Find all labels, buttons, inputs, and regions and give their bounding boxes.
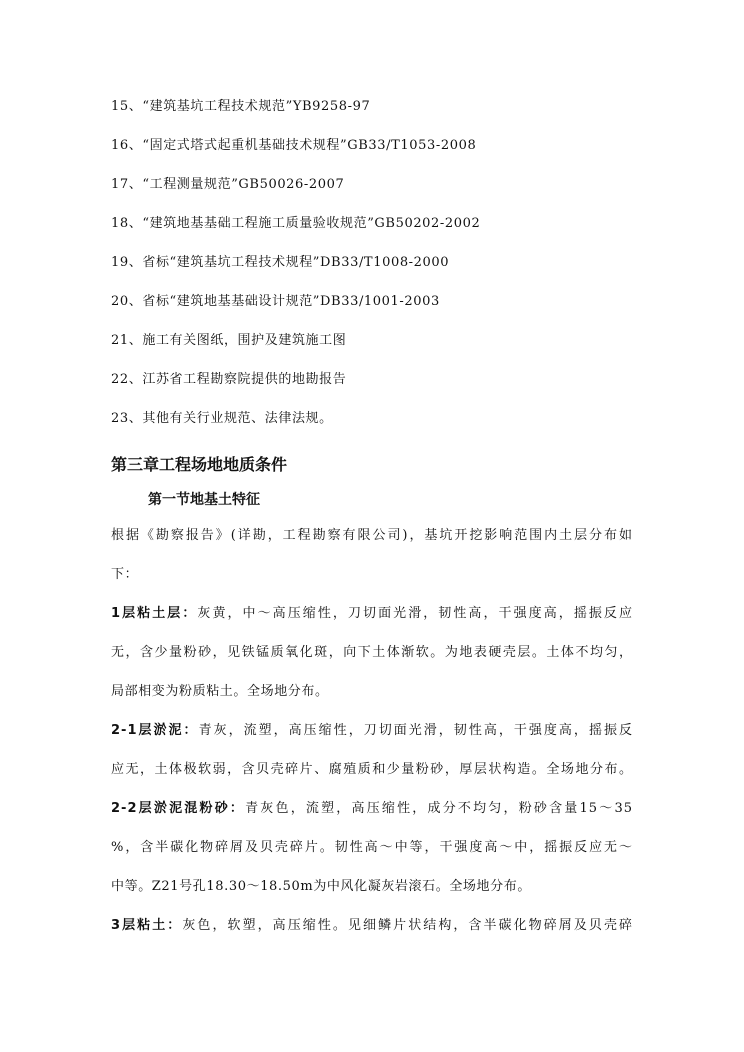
line-text: 青灰色，流塑，高压缩性，成分不均匀，粉砂含量15～35 [245,801,633,816]
text-line [111,801,633,817]
line-text: 灰黄，中～高压缩性，刀切面光滑，韧性高，干强度高，摇振反应 [197,606,633,621]
line-text: 无，含少量粉砂，见铁锰质氧化斑，向下土体渐软。为地表硬壳层。土体不均匀， [111,645,633,660]
layer-label: 1层粘土层： [111,606,198,621]
reference-item: 17、“工程测量规范”GB50026-2007 [111,177,345,192]
text-line [111,606,633,622]
text-line [111,723,633,739]
reference-item: 20、省标“建筑地基基础设计规范”DB33/1001-2003 [111,294,440,309]
reference-item: 22、江苏省工程勘察院提供的地勘报告 [111,372,347,387]
line-text: 灰色，软塑，高压缩性。见细鳞片状结构，含半碳化物碎屑及贝壳碎 [182,918,633,933]
reference-item: 16、“固定式塔式起重机基础技术规程”GB33/T1053-2008 [111,138,477,153]
layer-label: 3层粘土： [111,918,183,933]
layer-label: 2-1层淤泥： [111,723,199,738]
line-text: 根据《勘察报告》(详勘，工程勘察有限公司)，基坑开挖影响范围内土层分布如 [111,528,633,543]
line-text: 青灰，流塑，高压缩性，刀切面光滑，韧性高，干强度高，摇振反 [198,723,633,738]
reference-item: 19、省标“建筑基坑工程技术规程”DB33/T1008-2000 [111,255,450,270]
reference-item: 18、“建筑地基基础工程施工质量验收规范”GB50202-2002 [111,216,481,231]
line-text: %，含半碳化物碎屑及贝壳碎片。韧性高～中等，干强度高～中，摇振反应无～ [111,840,633,855]
text-line [111,840,633,856]
line-text: 下： [111,567,139,582]
section-title: 第一节地基土特征 [148,492,260,508]
reference-item: 23、其他有关行业规范、法律法规。 [111,411,333,426]
reference-item: 21、施工有关图纸，围护及建筑施工图 [111,333,347,348]
text-line [111,567,138,583]
text-line [111,762,633,778]
line-text: 应无，土体极软弱，含贝壳碎片、腐殖质和少量粉砂，厚层状构造。全场地分布。 [111,762,633,777]
line-text: 局部相变为粉质粘土。全场地分布。 [111,684,329,699]
text-line [111,684,329,700]
reference-item: 15、“建筑基坑工程技术规范”YB9258-97 [111,99,371,114]
line-text: 中等。Z21号孔18.30～18.50m为中风化凝灰岩滚石。全场地分布。 [111,879,531,894]
text-line [111,918,633,934]
chapter-title: 第三章工程场地地质条件 [111,455,288,474]
text-line [111,528,633,544]
layer-label: 2-2层淤泥混粉砂： [111,801,246,816]
text-line [111,645,633,661]
text-line [111,879,531,895]
